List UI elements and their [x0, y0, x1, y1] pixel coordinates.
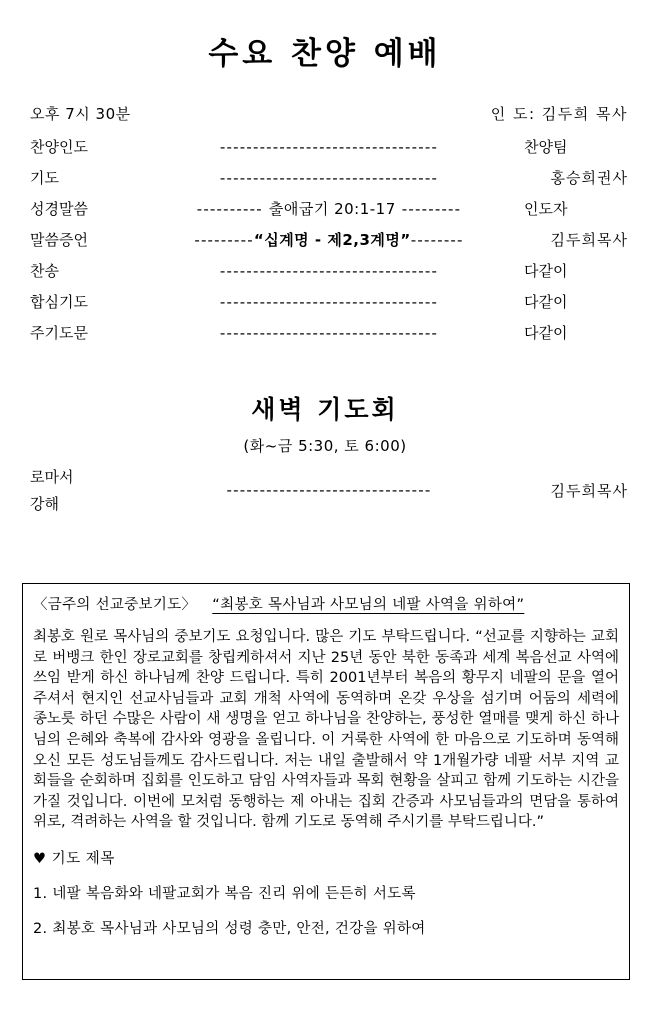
order-leader-dots	[134, 293, 524, 311]
order-row	[30, 260, 628, 291]
dash-leader: ---------------------------------	[219, 293, 439, 312]
service-leader: 인 도: 김두희 목사	[490, 105, 628, 124]
dash-leader-left: ---------	[194, 231, 254, 250]
order-person: 김두희목사	[550, 231, 628, 250]
order-row	[30, 198, 628, 229]
order-person: 다같이	[524, 293, 568, 312]
dawn-prayer-time: (화~금 5:30, 토 6:00)	[243, 437, 407, 456]
order-leader-dots	[134, 262, 524, 280]
order-sermon-title-line	[134, 229, 524, 250]
order-label: 찬양인도	[30, 138, 88, 157]
order-label: 성경말씀	[30, 200, 88, 219]
order-person: 다같이	[524, 262, 568, 281]
prayer-topics-heading: ♥ 기도 제목	[33, 850, 115, 867]
dawn-prayer-label	[30, 466, 134, 514]
order-scripture-reference-line	[134, 198, 524, 219]
order-label: 주기도문	[30, 324, 88, 343]
mission-prayer-title: “최봉호 목사님과 사모님의 네팔 사역을 위하여”	[212, 597, 525, 613]
dash-leader: ---------------------------------	[219, 262, 439, 281]
dawn-prayer-label-line2: 강해	[30, 495, 59, 514]
dawn-prayer-row	[0, 466, 650, 514]
order-row	[30, 291, 628, 322]
mission-prayer-header	[33, 593, 619, 614]
dawn-prayer-label-line1: 로마서	[30, 468, 74, 487]
dawn-prayer-person: 김두희목사	[550, 481, 628, 500]
dawn-prayer-section	[0, 395, 650, 514]
order-person: 홍승희권사	[550, 169, 628, 188]
prayer-topic-item: 2. 최봉호 목사님과 사모님의 성령 충만, 안전, 건강을 위하여	[33, 920, 426, 937]
scripture-reference: 출애굽기 20:1-17	[268, 200, 396, 219]
order-leader-dots	[134, 138, 524, 156]
dash-leader: ---------------------------------	[219, 169, 439, 188]
order-person: 다같이	[524, 324, 568, 343]
dash-leader: ---------------------------------	[219, 324, 439, 343]
order-row	[30, 167, 628, 198]
prayer-topic-item: 1. 네팔 복음화와 네팔교회가 복음 진리 위에 든든히 서도록	[33, 885, 416, 902]
order-leader-dots	[134, 169, 524, 187]
sermon-title: “십계명 - 제2,3계명”	[253, 231, 411, 250]
order-leader-dots	[134, 324, 524, 342]
mission-prayer-tag: 〈금주의 선교중보기도〉	[33, 597, 197, 613]
dash-leader: -------------------------------	[226, 481, 432, 500]
order-label: 찬송	[30, 262, 59, 281]
order-row	[30, 229, 628, 260]
dash-leader-left: ----------	[196, 200, 263, 219]
dash-leader-right: ---------	[401, 200, 462, 219]
dawn-prayer-title: 새벽 기도회	[251, 395, 399, 425]
page-title: 수요 찬양 예배	[208, 36, 442, 72]
order-person: 찬양팀	[524, 138, 568, 157]
order-row	[30, 136, 628, 167]
mission-prayer-body: 최봉호 원로 목사님의 중보기도 요청입니다. 많은 기도 부탁드립니다. “선교를 지향하는 교회로 버뱅크 한인 장로교회를 창립케하셔서 지난 25년 동안 북한 동족과 세계 복음선교 사역에 쓰임 받게 하신 하나님께 찬양 드립니다. 특히 2001년부터 복음의 황무지 네팔의 문을 열어 주셔서 현지인 선교사님들과 교회 개척 사역에 동역하며 온갖 우상을 섬기며 어둠의 세력에 종노릇 하던 수많은 사람이 새 생명을 얻고 하나님을 찬양하는, 풍성한 열매를 맺게 하신 하나님의 은혜와 축복에 감사와 영광을 올립니다. 이 거룩한 사역에 한 마음으로 기도하며 동역해 오신 모든 성도님들께도 감사드립니다. 저는 내일 출발해서 약 1개월가량 네팔 서부 지역 교회들을 순회하며 집회를 인도하고 담임 사역자들과 목회 현황을 살피고 함께 기도하는 시간을 가질 것입니다. 이번에 모처럼 동행하는 제 아내는 집회 간증과 사모님들과의 면담을 통하여 위로, 격려하는 사역을 할 것입니다. 함께 기도로 동역해 주시기를 부탁드립니다.”	[33, 629, 619, 831]
service-time: 오후 7시 30분	[30, 105, 131, 124]
order-label: 합심기도	[30, 293, 88, 312]
service-header	[0, 103, 650, 124]
dash-leader-right: --------	[410, 231, 464, 250]
order-label: 말씀증언	[30, 231, 88, 250]
order-label: 기도	[30, 169, 59, 188]
order-of-service-list	[0, 136, 650, 353]
dash-leader: ---------------------------------	[219, 138, 439, 157]
mission-prayer-box	[22, 583, 630, 980]
order-row	[30, 322, 628, 353]
order-person: 인도자	[524, 200, 568, 219]
